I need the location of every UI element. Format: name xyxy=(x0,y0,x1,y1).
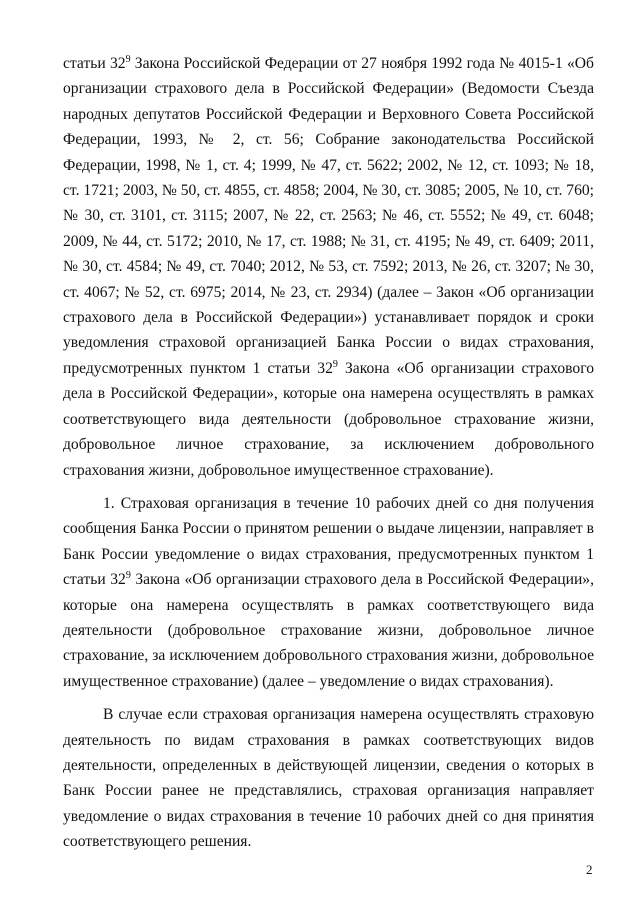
item-1-paragraph xyxy=(63,491,594,694)
intro-text-3: Закона «Об организации страхового дела в Российской Федерации», которые она намерена осуществлять в рамках соответствующего вида деятельности (добровольное страхование жизни, добровольное личное страхование, за исключением добровольного страхования жизни, добровольное имущественное страхование). xyxy=(63,359,594,479)
document-body xyxy=(63,51,594,855)
page-number: 2 xyxy=(586,862,593,877)
article-superscript: 9 xyxy=(125,569,131,581)
article-superscript: 9 xyxy=(125,53,131,65)
intro-text-2: Закона Российской Федерации от 27 ноября 1992 года № 4015-1 «Об организации страхового дела в Российской Федерации» (Ведомости Съезда народных депутатов Российской Федерации и Верховного Совета Российской Федерации, 1993, № 2, ст. 56; Собрание законодательства Российской Федерации, 1998, № 1, ст. 4; 1999, № 47, ст. 5622; 2002, № 12, ст. 1093; № 18, ст. 1721; 2003, № 50, ст. 4855, ст. 4858; 2004, № 30, ст. 3085; 2005, № 10, ст. 760; № 30, ст. 3101, ст. 3115; 2007, № 22, ст. 2563; № 46, ст. 5552; № 49, ст. 6048; 2009, № 44, ст. 5172; 2010, № 17, ст. 1988; № 31, ст. 4195; № 49, ст. 6409; 2011, № 30, ст. 4584; № 49, ст. 7040; 2012, № 53, ст. 7592; 2013, № 26, ст. 3207; № 30, ст. 4067; № 52, ст. 6975; 2014, № 23, ст. 2934) (далее – Закон «Об организации страхового дела в Российской Федерации») устанавливает порядок и сроки уведомления страховой организацией Банка России о видах страхования, предусмотренных пунктом 1 статьи 32 xyxy=(63,55,594,377)
case-paragraph xyxy=(63,702,594,854)
item-1-text-1: 1. Страховая организация в течение 10 рабочих дней со дня получения сообщения Банка России о принятом решении о выдаче лицензии, направляет в Банк России уведомление о видах страхования, предусмотренных пунктом 1 статьи 32 xyxy=(63,494,594,589)
article-superscript: 9 xyxy=(332,358,338,370)
intro-paragraph xyxy=(63,51,594,483)
case-text: В случае если страховая организация намерена осуществлять страховую деятельность по видам страхования в рамках соответствующих видов деятельности, определенных в действующей лицензии, сведения о которых в Банк России ранее не представлялись, страховая организация направляет уведомление о видах страхования в течение 10 рабочих дней со дня принятия соответствующего решения. xyxy=(63,706,594,851)
intro-text-1: статьи 32 xyxy=(63,55,126,72)
item-1-text-2: Закона «Об организации страхового дела в Российской Федерации», которые она намерена осуществлять в рамках соответствующего вида деятельности (добровольное страхование жизни, добровольное личное страхование, за исключением добровольного страхования жизни, добровольное имущественное страхование) (далее – уведомление о видах страхования). xyxy=(63,571,594,690)
